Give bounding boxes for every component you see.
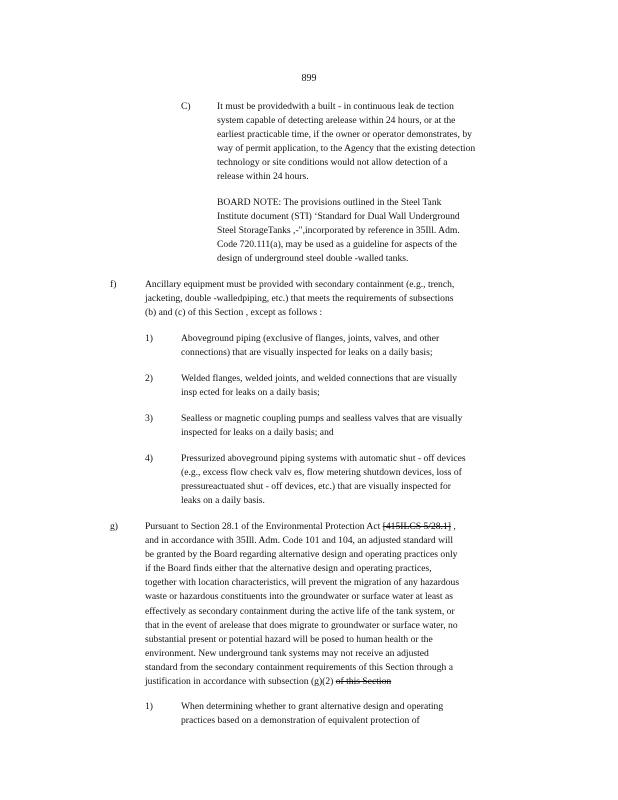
text-line: technology or site conditions would not allow detection of a — [217, 157, 448, 169]
text-line: insp ected for leaks on a daily basis; — [181, 387, 320, 399]
text-line: that in the event of arelease that does migrate to groundwater or surface water, no — [145, 619, 458, 631]
text-run: , — [450, 521, 456, 532]
item-g-label: g) — [110, 521, 118, 532]
item-f3-label: 3) — [145, 413, 153, 424]
text-line: standard from the secondary containment requirements of this Section through a — [145, 661, 453, 673]
item-c-text — [217, 100, 475, 185]
text-line: leaks on a daily basis. — [181, 495, 265, 507]
text-line: Welded flanges, welded joints, and welded connections that are visually — [181, 373, 458, 384]
board-note — [217, 196, 460, 266]
text-line: effectively as secondary containment during the active life of the tank system, or — [145, 605, 455, 617]
text-line: substantial present or potential hazard will be posed to human health or the — [145, 633, 433, 645]
text-line: system capable of detecting arelease within 24 hours, or at the — [217, 115, 456, 127]
text-line: together with location characteristics, will prevent the migration of any hazardous — [145, 577, 460, 589]
text-line: connections) that are visually inspected for leaks on a daily basis; — [181, 347, 433, 359]
item-f1-text — [181, 332, 439, 360]
struck-text: of this Section — [335, 676, 392, 688]
text-line — [145, 675, 459, 689]
text-line: (e.g., excess flow check valv es, flow metering shutdown devices, loss of — [181, 467, 462, 479]
text-line: Aboveground piping (exclusive of flanges, joints, valves, and other — [181, 333, 440, 344]
text-line: When determining whether to grant alternative design and operating — [181, 701, 444, 712]
text-line: be granted by the Board regarding alternative design and operating practices only — [145, 549, 458, 561]
page-number: 899 — [301, 73, 317, 84]
text-run: justification in accordance with subsection (g)(2) — [145, 676, 336, 688]
text-line: waste or hazardous constituents into the groundwater or surface water at least as — [145, 591, 453, 603]
text-line: if the Board finds either that the alternative design and operating practices, — [145, 563, 432, 575]
item-g-text — [145, 520, 459, 689]
text-line: environment. New underground tank systems may not receive an adjusted — [145, 647, 429, 659]
text-run: Pursuant to Section 28.1 of the Environmental Protection Act — [145, 521, 383, 532]
text-line: pressureactuated shut - off devices, etc.) that are visually inspected for — [181, 481, 451, 493]
item-f-text — [145, 278, 454, 320]
item-f3-text — [181, 412, 462, 440]
text-line: Sealless or magnetic coupling pumps and sealless valves that are visually — [181, 413, 463, 424]
text-line: It must be providedwith a built - in continuous leak de tection — [217, 101, 454, 112]
text-line: jacketing, double -walledpiping, etc.) that meets the requirements of subsections — [145, 293, 454, 305]
text-line: inspected for leaks on a daily basis; and — [181, 427, 334, 439]
text-line: design of underground steel double -walled tanks. — [217, 253, 409, 265]
text-line: Steel StorageTanks ,-",incorporated by reference in 35Ill. Adm. — [217, 225, 460, 237]
item-f4-text — [181, 452, 466, 508]
text-line: Ancillary equipment must be provided with secondary containment (e.g., trench, — [145, 279, 455, 290]
item-g1-text — [181, 700, 443, 728]
struck-text: [415ILCS 5/28.1] — [382, 521, 451, 532]
item-f4-label: 4) — [145, 453, 153, 464]
text-line — [145, 520, 459, 534]
text-line: way of permit application, to the Agency that the existing detection — [217, 143, 476, 155]
text-line: release within 24 hours. — [217, 171, 309, 183]
item-c-label: C) — [181, 101, 191, 112]
item-f-label: f) — [110, 279, 117, 290]
text-line: (b) and (c) of this Section , except as follows : — [145, 307, 323, 319]
text-line: practices based on a demonstration of equivalent protection of — [181, 715, 420, 727]
text-line: Code 720.111(a), may be used as a guideline for aspects of the — [217, 239, 457, 251]
item-f1-label: 1) — [145, 333, 153, 344]
text-line: earliest practicable time, if the owner or operator demonstrates, by — [217, 129, 472, 141]
item-f2-text — [181, 372, 457, 400]
item-f2-label: 2) — [145, 373, 153, 384]
text-line: Pressurized aboveground piping systems with automatic shut - off devices — [181, 453, 466, 464]
text-line: BOARD NOTE: The provisions outlined in the Steel Tank — [217, 197, 442, 208]
text-line: Institute document (STI) ‘Standard for Dual Wall Underground — [217, 211, 460, 223]
item-g1-label: 1) — [145, 701, 153, 712]
text-line: and in accordance with 35Ill. Adm. Code 101 and 104, an adjusted standard will — [145, 535, 453, 547]
